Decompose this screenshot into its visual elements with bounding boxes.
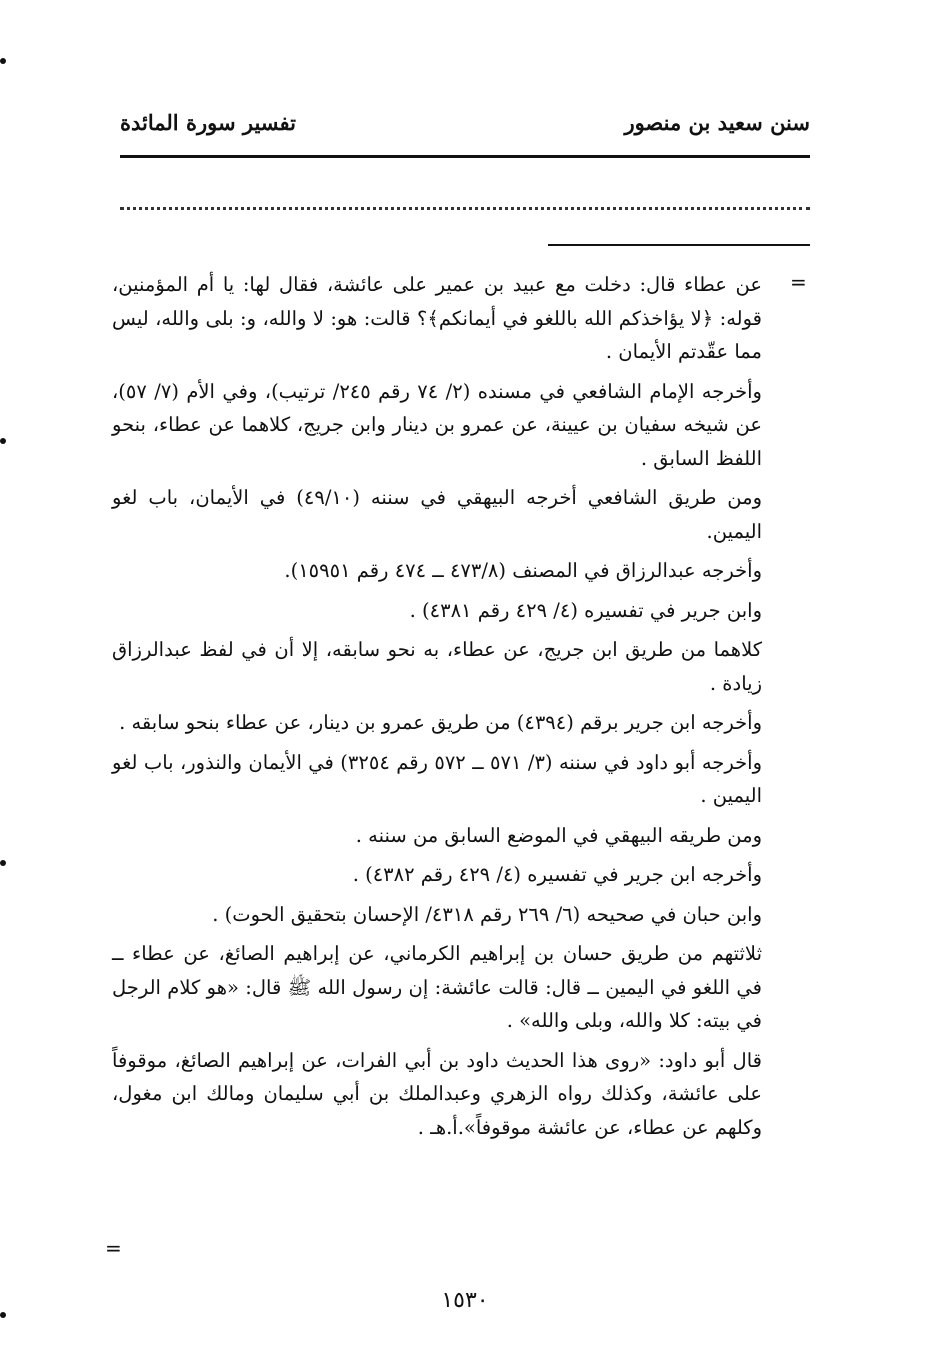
paragraph: وابن جرير في تفسيره (٤/ ٤٢٩ رقم ٤٣٨١) .	[409, 598, 762, 622]
paragraph: وابن حبان في صحيحه (٦/ ٢٦٩ رقم ٤٣١٨/ الإحسان بتحقيق الحوت) .	[212, 902, 762, 926]
margin-dot	[0, 438, 6, 444]
continuation-mark-end: =	[105, 1236, 122, 1260]
margin-dot	[0, 860, 6, 866]
paragraph: كلاهما من طريق ابن جريج، عن عطاء، به نحو سابقه، إلا أن في لفظ عبدالرزاق زيادة .	[112, 638, 762, 695]
paragraph: ومن طريقه البيهقي في الموضع السابق من سننه .	[355, 823, 762, 847]
running-header	[120, 110, 810, 150]
paragraph: ثلاثتهم من طريق حسان بن إبراهيم الكرماني، عن إبراهيم الصائغ، عن عطاء ــ في اللغو في اليمين ــ قال: قالت عائشة: إن رسول الله ﷺ قال: «هو كلام الرجل في بيته: كلا والله، وبلى والله» .	[112, 942, 762, 1032]
header-rule	[120, 155, 810, 158]
book-title: سنن سعيد بن منصور	[624, 110, 810, 135]
page-number: ١٥٣٠	[441, 1288, 489, 1313]
paragraph: عن عطاء قال: دخلت مع عبيد بن عمير على عائشة، فقال لها: يا أم المؤمنين، قوله: ﴿لا يؤاخذكم الله باللغو في أيمانكم﴾؟ قالت: هو: لا والله، و: بلى والله، ليس مما عقّدتم الأيمان .	[112, 273, 762, 363]
paragraph: ومن طريق الشافعي أخرجه البيهقي في سننه (٤٩/١٠) في الأيمان، باب لغو اليمين.	[112, 486, 763, 543]
margin-dot	[0, 58, 6, 64]
footnote-separator	[548, 244, 810, 246]
paragraph: وأخرجه ابن جرير في تفسيره (٤/ ٤٢٩ رقم ٤٣٨٢) .	[352, 863, 762, 886]
paragraph: وأخرجه أبو داود في سننه (٣/ ٥٧١ ــ ٥٧٢ رقم ٣٢٥٤) في الأيمان والنذور، باب لغو اليمين .	[112, 750, 762, 807]
dotted-separator	[120, 207, 810, 210]
section-title: تفسير سورة المائدة	[120, 110, 296, 135]
paragraph: قال أبو داود: «روى هذا الحديث داود بن أبي الفرات، عن إبراهيم الصائغ، موقوفاً على عائشة، وكذلك رواه الزهري وعبدالملك بن أبي سليمان ومالك ابن مغول، وكلهم عن عطاء، عن عائشة موقوفاً».أ.هـ .	[112, 1048, 762, 1139]
continuation-mark-start: =	[790, 270, 807, 294]
footnote-body	[112, 268, 762, 1150]
paragraph: وأخرجه ابن جرير برقم (٤٣٩٤) من طريق عمرو بن دينار، عن عطاء بنحو سابقه .	[119, 711, 762, 734]
paragraph: وأخرجه الإمام الشافعي في مسنده (٢/ ٧٤ رقم ٢٤٥/ ترتيب)، وفي الأم (٧/ ٥٧)، عن شيخه سفيان بن عيينة، عن عمرو بن دينار وابن جريج، كلاهما عن عطاء، بنحو اللفظ السابق .	[112, 379, 762, 470]
margin-dot	[0, 1312, 6, 1318]
paragraph: وأخرجه عبدالرزاق في المصنف (٤٧٣/٨ ــ ٤٧٤ رقم ١٥٩٥١).	[284, 559, 762, 582]
